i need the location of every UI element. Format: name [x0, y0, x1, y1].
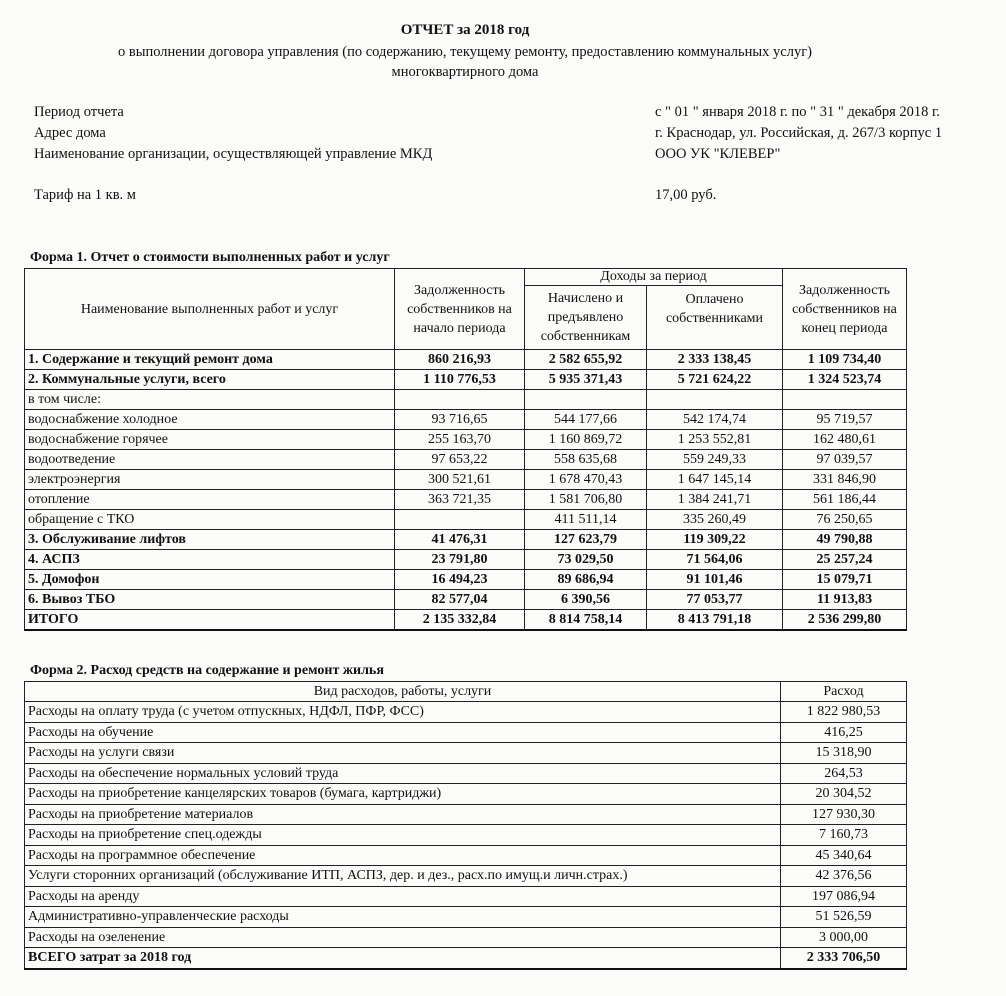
debt-end-cell: 2 536 299,80	[783, 610, 907, 631]
debt-start-cell: 255 163,70	[395, 430, 525, 450]
service-name-cell: электроэнергия	[25, 470, 395, 490]
total-row	[25, 948, 907, 969]
table-row	[25, 743, 907, 764]
accrued-cell: 558 635,68	[525, 450, 647, 470]
period-label: Период отчета	[34, 104, 124, 120]
expense-name-cell: Расходы на аренду	[25, 886, 781, 907]
expense-name-cell: Расходы на приобретение канцелярских товаров (бумага, картриджи)	[25, 784, 781, 805]
expense-name-cell: Услуги сторонних организаций (обслуживание ИТП, АСПЗ, дер. и дез., расх.по имущ.и личн.страх.)	[25, 866, 781, 887]
paid-cell: 1 253 552,81	[647, 430, 783, 450]
table-row	[25, 450, 907, 470]
table-row	[25, 570, 907, 590]
form2-title: Форма 2. Расход средств на содержание и ремонт жилья	[30, 663, 384, 678]
expense-name-cell: Расходы на приобретение спец.одежды	[25, 825, 781, 846]
expense-amount-cell: 127 930,30	[781, 804, 907, 825]
debt-end-cell: 25 257,24	[783, 550, 907, 570]
service-name-cell: 2. Коммунальные услуги, всего	[25, 370, 395, 390]
accrued-cell: 411 511,14	[525, 510, 647, 530]
paid-cell: 2 333 138,45	[647, 350, 783, 370]
debt-start-cell: 16 494,23	[395, 570, 525, 590]
expense-name-cell: Расходы на приобретение материалов	[25, 804, 781, 825]
debt-start-cell	[395, 390, 525, 410]
expense-name-cell: Расходы на программное обеспечение	[25, 845, 781, 866]
paid-cell: 559 249,33	[647, 450, 783, 470]
expense-name-cell: ВСЕГО затрат за 2018 год	[25, 948, 781, 969]
table-row	[25, 804, 907, 825]
expense-amount-cell: 2 333 706,50	[781, 948, 907, 969]
table-row	[25, 530, 907, 550]
table-row	[25, 825, 907, 846]
accrued-cell: 5 935 371,43	[525, 370, 647, 390]
expense-name-cell: Административно-управленческие расходы	[25, 907, 781, 928]
service-name-cell: обращение с ТКО	[25, 510, 395, 530]
expense-amount-cell: 197 086,94	[781, 886, 907, 907]
header-accrued: Начислено и предъявлено собственникам	[525, 286, 647, 350]
expense-name-cell: Расходы на обучение	[25, 722, 781, 743]
accrued-cell: 89 686,94	[525, 570, 647, 590]
accrued-cell: 544 177,66	[525, 410, 647, 430]
expense-name-cell: Расходы на оплату труда (с учетом отпускных, НДФЛ, ПФР, ФСС)	[25, 702, 781, 723]
header-expense-type: Вид расходов, работы, услуги	[25, 682, 781, 702]
service-name-cell: 4. АСПЗ	[25, 550, 395, 570]
table-row	[25, 510, 907, 530]
expense-amount-cell: 15 318,90	[781, 743, 907, 764]
debt-end-cell: 49 790,88	[783, 530, 907, 550]
debt-end-cell: 331 846,90	[783, 470, 907, 490]
debt-end-cell: 95 719,57	[783, 410, 907, 430]
header-income: Доходы за период	[525, 269, 783, 286]
expense-amount-cell: 7 160,73	[781, 825, 907, 846]
form1-table	[24, 268, 907, 631]
service-name-cell: водоснабжение холодное	[25, 410, 395, 430]
paid-cell: 91 101,46	[647, 570, 783, 590]
debt-start-cell: 1 110 776,53	[395, 370, 525, 390]
debt-start-cell: 93 716,65	[395, 410, 525, 430]
accrued-cell: 2 582 655,92	[525, 350, 647, 370]
header-paid: Оплачено собственниками	[647, 286, 783, 350]
table-row	[25, 886, 907, 907]
report-subtitle-2: многоквартирного дома	[391, 64, 539, 80]
header-expense-amount: Расход	[781, 682, 907, 702]
expense-name-cell: Расходы на озеленение	[25, 927, 781, 948]
debt-end-cell: 561 186,44	[783, 490, 907, 510]
table-row	[25, 784, 907, 805]
table-row	[25, 430, 907, 450]
table-row	[25, 927, 907, 948]
expense-amount-cell: 3 000,00	[781, 927, 907, 948]
table-row	[25, 702, 907, 723]
accrued-cell: 73 029,50	[525, 550, 647, 570]
expense-amount-cell: 42 376,56	[781, 866, 907, 887]
period-value: с " 01 " января 2018 г. по " 31 " декабря 2018 г.	[655, 104, 940, 120]
paid-cell: 1 647 145,14	[647, 470, 783, 490]
header-debt-start: Задолженность собственников на начало периода	[395, 269, 525, 350]
expense-amount-cell: 1 822 980,53	[781, 702, 907, 723]
table-row	[25, 490, 907, 510]
service-name-cell: 6. Вывоз ТБО	[25, 590, 395, 610]
expense-amount-cell: 264,53	[781, 763, 907, 784]
table-row	[25, 470, 907, 490]
paid-cell: 8 413 791,18	[647, 610, 783, 631]
paid-cell: 542 174,74	[647, 410, 783, 430]
paid-cell: 5 721 624,22	[647, 370, 783, 390]
service-name-cell: 1. Содержание и текущий ремонт дома	[25, 350, 395, 370]
tariff-value: 17,00 руб.	[655, 187, 717, 203]
expense-amount-cell: 51 526,59	[781, 907, 907, 928]
accrued-cell: 6 390,56	[525, 590, 647, 610]
header-debt-end: Задолженность собственников на конец периода	[783, 269, 907, 350]
debt-end-cell: 162 480,61	[783, 430, 907, 450]
paid-cell	[647, 390, 783, 410]
debt-end-cell: 1 324 523,74	[783, 370, 907, 390]
debt-start-cell: 82 577,04	[395, 590, 525, 610]
debt-start-cell: 363 721,35	[395, 490, 525, 510]
service-name-cell: 5. Домофон	[25, 570, 395, 590]
paid-cell: 1 384 241,71	[647, 490, 783, 510]
table-row	[25, 722, 907, 743]
debt-end-cell: 76 250,65	[783, 510, 907, 530]
table-row	[25, 370, 907, 390]
debt-start-cell: 41 476,31	[395, 530, 525, 550]
accrued-cell: 8 814 758,14	[525, 610, 647, 631]
service-name-cell: отопление	[25, 490, 395, 510]
tariff-label: Тариф на 1 кв. м	[34, 187, 136, 203]
expense-amount-cell: 416,25	[781, 722, 907, 743]
table-row	[25, 907, 907, 928]
accrued-cell: 1 581 706,80	[525, 490, 647, 510]
debt-start-cell: 300 521,61	[395, 470, 525, 490]
form1-title: Форма 1. Отчет о стоимости выполненных работ и услуг	[30, 250, 390, 265]
expense-name-cell: Расходы на обеспечение нормальных условий труда	[25, 763, 781, 784]
address-label: Адрес дома	[34, 125, 106, 141]
table-row	[25, 590, 907, 610]
debt-start-cell: 97 653,22	[395, 450, 525, 470]
expense-name-cell: Расходы на услуги связи	[25, 743, 781, 764]
header-name: Наименование выполненных работ и услуг	[25, 269, 395, 350]
total-row	[25, 610, 907, 631]
accrued-cell	[525, 390, 647, 410]
table-row	[25, 390, 907, 410]
debt-start-cell: 23 791,80	[395, 550, 525, 570]
paid-cell: 71 564,06	[647, 550, 783, 570]
debt-end-cell: 97 039,57	[783, 450, 907, 470]
service-name-cell: водоотведение	[25, 450, 395, 470]
table-row	[25, 350, 907, 370]
paid-cell: 335 260,49	[647, 510, 783, 530]
debt-end-cell: 15 079,71	[783, 570, 907, 590]
service-name-cell: 3. Обслуживание лифтов	[25, 530, 395, 550]
report-title: ОТЧЕТ за 2018 год	[400, 22, 530, 38]
debt-start-cell: 2 135 332,84	[395, 610, 525, 631]
debt-end-cell	[783, 390, 907, 410]
service-name-cell: ИТОГО	[25, 610, 395, 631]
paid-cell: 119 309,22	[647, 530, 783, 550]
address-value: г. Краснодар, ул. Российская, д. 267/3 корпус 1	[655, 125, 943, 141]
accrued-cell: 1 678 470,43	[525, 470, 647, 490]
debt-end-cell: 11 913,83	[783, 590, 907, 610]
service-name-cell: водоснабжение горячее	[25, 430, 395, 450]
report-subtitle: о выполнении договора управления (по содержанию, текущему ремонту, предоставлению коммунальных услуг)	[118, 44, 812, 60]
debt-end-cell: 1 109 734,40	[783, 350, 907, 370]
accrued-cell: 1 160 869,72	[525, 430, 647, 450]
table-row	[25, 845, 907, 866]
form2-table	[24, 681, 907, 970]
paid-cell: 77 053,77	[647, 590, 783, 610]
table-row	[25, 550, 907, 570]
table-row	[25, 763, 907, 784]
service-name-cell: в том числе:	[25, 390, 395, 410]
accrued-cell: 127 623,79	[525, 530, 647, 550]
table-row	[25, 410, 907, 430]
debt-start-cell: 860 216,93	[395, 350, 525, 370]
organization-label: Наименование организации, осуществляющей управление МКД	[34, 146, 433, 162]
expense-amount-cell: 20 304,52	[781, 784, 907, 805]
table-row	[25, 866, 907, 887]
organization-value: ООО УК "КЛЕВЕР"	[655, 146, 781, 162]
debt-start-cell	[395, 510, 525, 530]
expense-amount-cell: 45 340,64	[781, 845, 907, 866]
